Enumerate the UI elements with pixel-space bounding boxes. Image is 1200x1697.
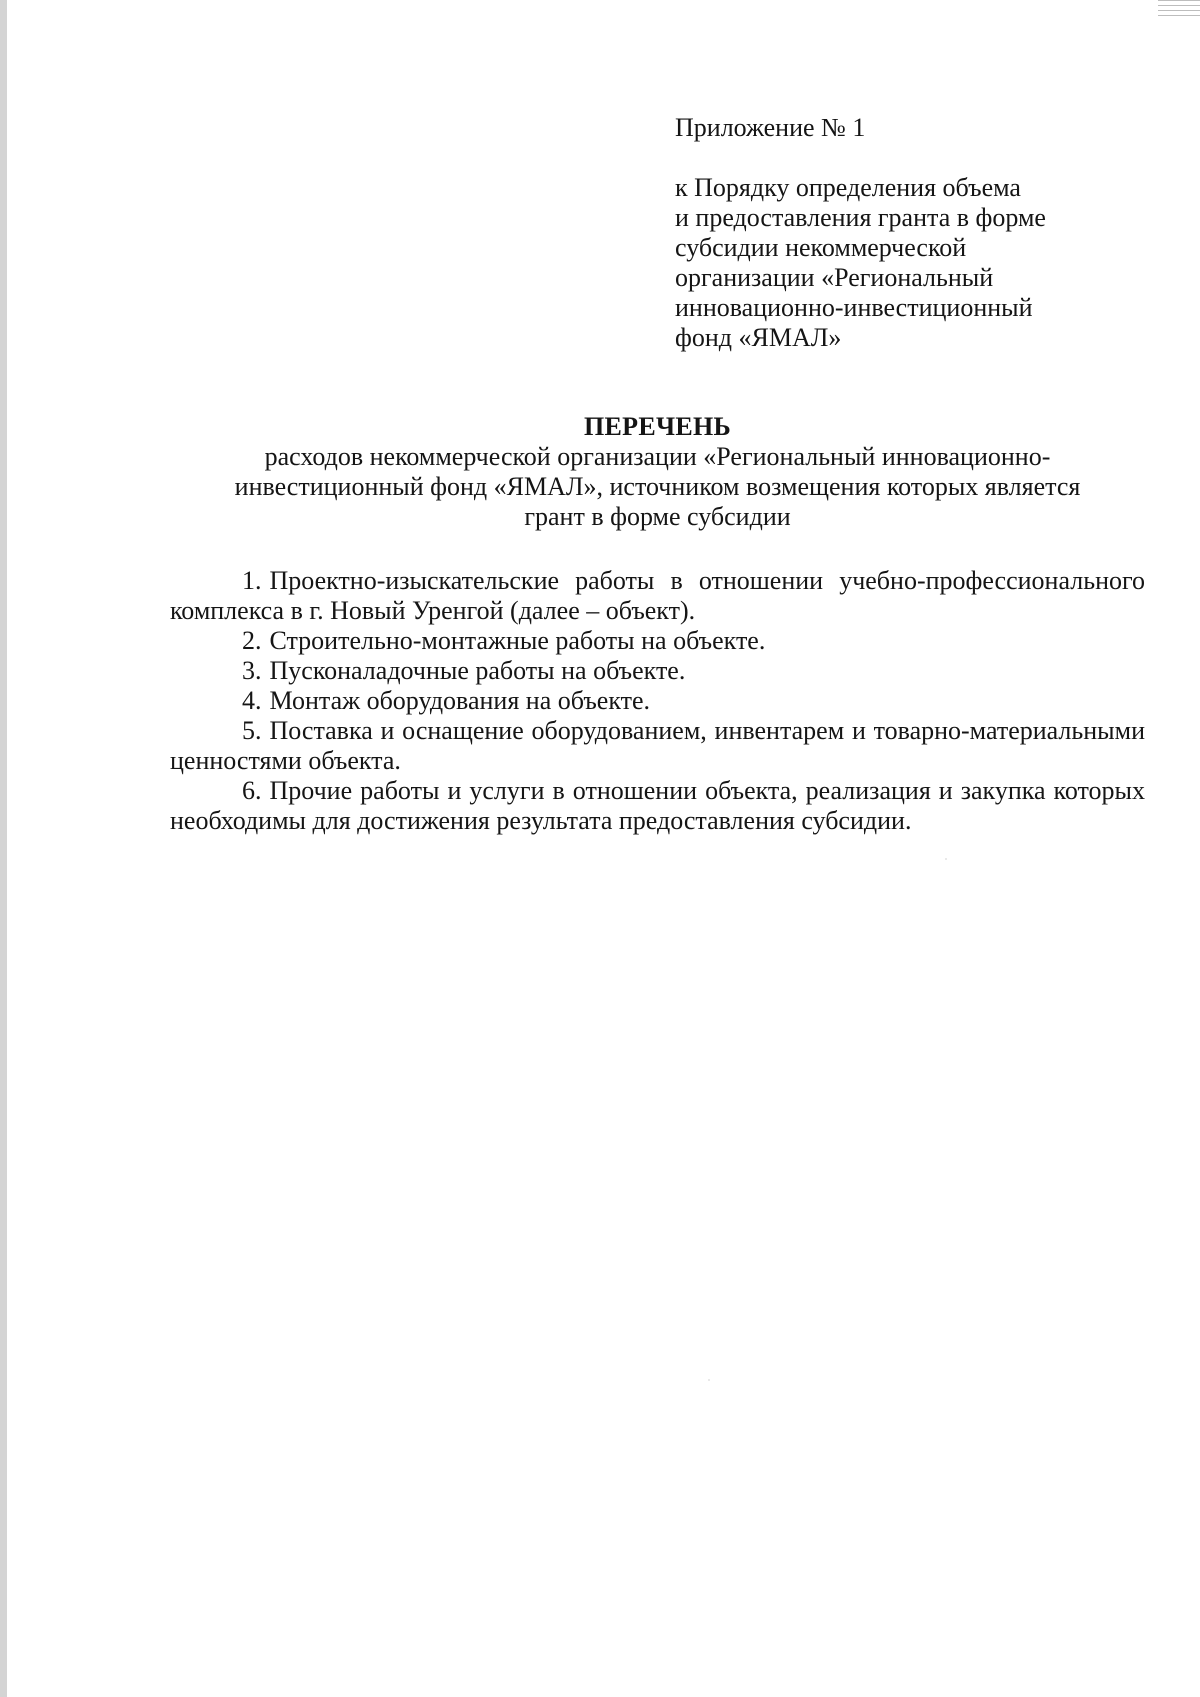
- item-text: Прочие работы и услуги в отношении объекта, реализация и закупка которых необходимы для достижения результата предоставления субсидии.: [170, 776, 1145, 835]
- appendix-line: и предоставления гранта в форме: [675, 203, 1046, 232]
- item-number: 5.: [242, 716, 262, 745]
- item-number: 1.: [242, 566, 262, 595]
- item-text: Пусконаладочные работы на объекте.: [269, 656, 686, 685]
- appendix-text: [675, 173, 1095, 353]
- list-item: [170, 626, 1145, 656]
- scan-speck: [945, 858, 947, 860]
- document-title: ПЕРЕЧЕНЬ: [583, 412, 732, 441]
- list-item: [170, 776, 1145, 836]
- item-text: Монтаж оборудования на объекте.: [269, 686, 651, 715]
- scan-corner-lines: [1158, 0, 1200, 24]
- scan-speck: [708, 1379, 710, 1381]
- appendix-line: субсидии некоммерческой: [675, 233, 967, 262]
- scan-left-edge: [0, 0, 7, 1697]
- item-text: Поставка и оснащение оборудованием, инвентарем и товарно-материальными ценностями объекта.: [170, 716, 1145, 775]
- appendix-line: к Порядку определения объема: [675, 173, 1021, 202]
- appendix-title: Приложение № 1: [675, 113, 866, 142]
- subtitle-line: грант в форме субсидии: [524, 502, 791, 531]
- item-number: 6.: [242, 776, 262, 805]
- list-item: [170, 686, 1145, 716]
- item-number: 3.: [242, 656, 262, 685]
- item-text: Проектно-изыскательские работы в отношении учебно-профессионального комплекса в г. Новый Уренгой (далее – объект).: [170, 566, 1145, 625]
- expense-list: [170, 566, 1145, 836]
- item-number: 2.: [242, 626, 262, 655]
- item-text: Строительно-монтажные работы на объекте.: [269, 626, 766, 655]
- document-subtitle: [170, 442, 1145, 532]
- document-heading: [170, 412, 1145, 532]
- appendix-block: [675, 113, 1095, 353]
- appendix-line: организации «Региональный: [675, 263, 994, 292]
- subtitle-line: расходов некоммерческой организации «Региональный инновационно-: [264, 442, 1051, 471]
- list-item: [170, 656, 1145, 686]
- appendix-line: фонд «ЯМАЛ»: [675, 323, 842, 352]
- item-number: 4.: [242, 686, 262, 715]
- appendix-line: инновационно-инвестиционный: [675, 293, 1033, 322]
- list-item: [170, 566, 1145, 626]
- subtitle-line: инвестиционный фонд «ЯМАЛ», источником возмещения которых является: [234, 472, 1081, 501]
- list-item: [170, 716, 1145, 776]
